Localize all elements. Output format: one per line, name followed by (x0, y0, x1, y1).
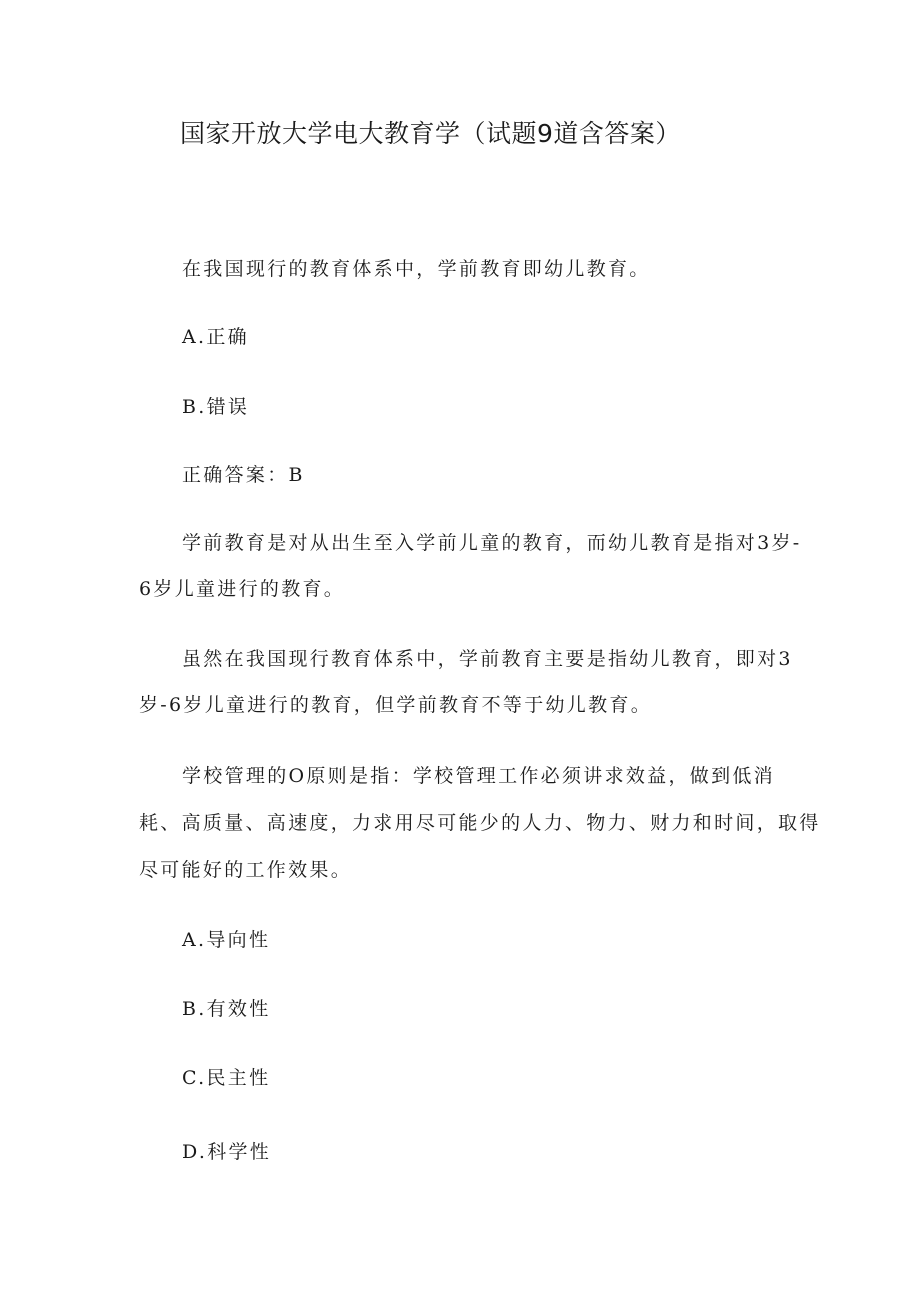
question2-option-a: A.导向性 (182, 929, 271, 951)
question1-option-b: B.错误 (182, 396, 250, 418)
question1-stem: 在我国现行的教育体系中，学前教育即幼儿教育。 (182, 258, 651, 280)
question2-option-d: D.科学性 (182, 1141, 272, 1163)
explanation1-line2: 6岁儿童进行的教育。 (139, 578, 346, 600)
question2-stem-line3: 尽可能好的工作效果。 (139, 859, 353, 881)
question1-option-a: A.正确 (182, 326, 249, 348)
question2-stem-line1: 学校管理的O原则是指：学校管理工作必须讲求效益，做到低消 (182, 765, 775, 787)
explanation2-line1: 虽然在我国现行教育体系中，学前教育主要是指幼儿教育，即对3 (182, 648, 793, 670)
question2-stem-line2: 耗、高质量、高速度，力求用尽可能少的人力、物力、财力和时间，取得 (139, 812, 821, 834)
explanation2-line2: 岁-6岁儿童进行的教育，但学前教育不等于幼儿教育。 (139, 694, 653, 716)
question1-answer: 正确答案：B (182, 464, 305, 486)
document-title: 国家开放大学电大教育学（试题9道含答案） (180, 119, 681, 148)
explanation1-line1: 学前教育是对从出生至入学前儿童的教育，而幼儿教育是指对3岁- (182, 532, 802, 554)
question2-option-c: C.民主性 (182, 1067, 271, 1089)
question2-option-b: B.有效性 (182, 998, 271, 1020)
